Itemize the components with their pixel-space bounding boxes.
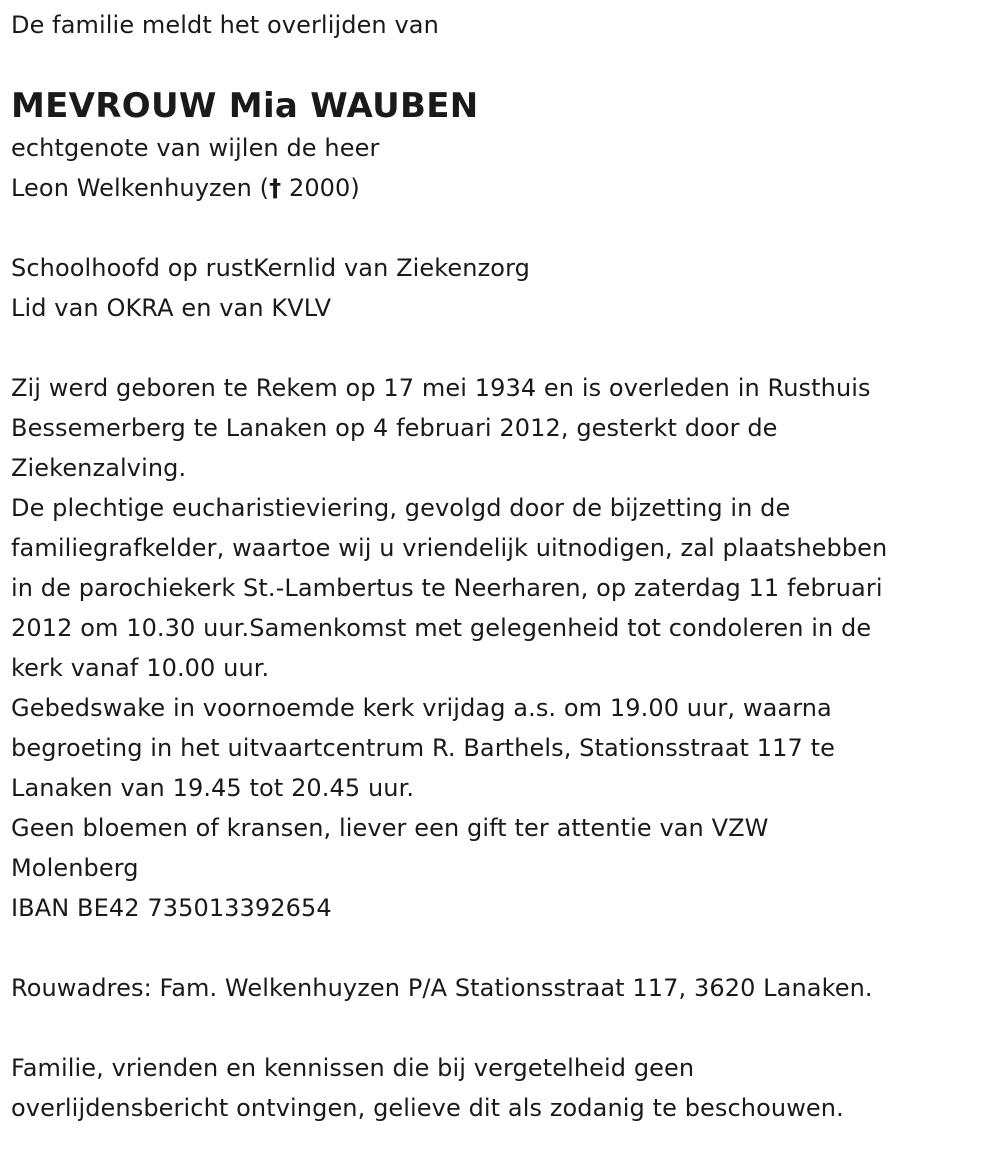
body-line: 2012 om 10.30 uur.Samenkomst met gelegenheid tot condoleren in de	[11, 614, 872, 642]
body-line: begroeting in het uitvaartcentrum R. Barthels, Stationsstraat 117 te	[11, 734, 835, 762]
body-line: in de parochiekerk St.-Lambertus te Neerharen, op zaterdag 11 februari	[11, 574, 883, 602]
closing-line: overlijdensbericht ontvingen, gelieve dit als zodanig te beschouwen.	[11, 1094, 844, 1122]
intro-text: De familie meldt het overlijden van	[11, 11, 439, 39]
body-line: Ziekenzalving.	[11, 454, 187, 482]
mourning-address: Rouwadres: Fam. Welkenhuyzen P/A Stationsstraat 117, 3620 Lanaken.	[11, 974, 873, 1002]
spacer	[11, 928, 990, 968]
spouse-line: echtgenote van wijlen de heer	[11, 134, 380, 162]
spacer	[11, 208, 990, 248]
notice-body	[11, 368, 990, 928]
cross-icon: †	[269, 174, 282, 202]
body-line: familiegrafkelder, waartoe wij u vriendelijk uitnodigen, zal plaatshebben	[11, 534, 888, 562]
body-line: Molenberg	[11, 854, 139, 882]
spouse-death-year: 2000)	[281, 174, 360, 202]
spouse-name: Leon Welkenhuyzen (	[11, 174, 270, 202]
closing-line: Familie, vrienden en kennissen die bij vergetelheid geen	[11, 1054, 695, 1082]
spouse-name-line	[11, 168, 990, 208]
spacer	[11, 328, 990, 368]
body-line: kerk vanaf 10.00 uur.	[11, 654, 270, 682]
role-line: Lid van OKRA en van KVLV	[11, 294, 332, 322]
body-line: Gebedswake in voornoemde kerk vrijdag a.s. om 19.00 uur, waarna	[11, 694, 832, 722]
body-line: Geen bloemen of kransen, liever een gift ter attentie van VZW	[11, 814, 769, 842]
body-line: Zij werd geboren te Rekem op 17 mei 1934 en is overleden in Rusthuis	[11, 374, 871, 402]
deceased-name: MEVROUW Mia WAUBEN	[11, 86, 479, 126]
iban-line: IBAN BE42 735013392654	[11, 894, 332, 922]
body-line: Lanaken van 19.45 tot 20.45 uur.	[11, 774, 415, 802]
body-line: Bessemerberg te Lanaken op 4 februari 2012, gesterkt door de	[11, 414, 778, 442]
spacer	[11, 1008, 990, 1048]
body-line: De plechtige eucharistieviering, gevolgd door de bijzetting in de	[11, 494, 791, 522]
role-line: Schoolhoofd op rustKernlid van Ziekenzorg	[11, 254, 530, 282]
